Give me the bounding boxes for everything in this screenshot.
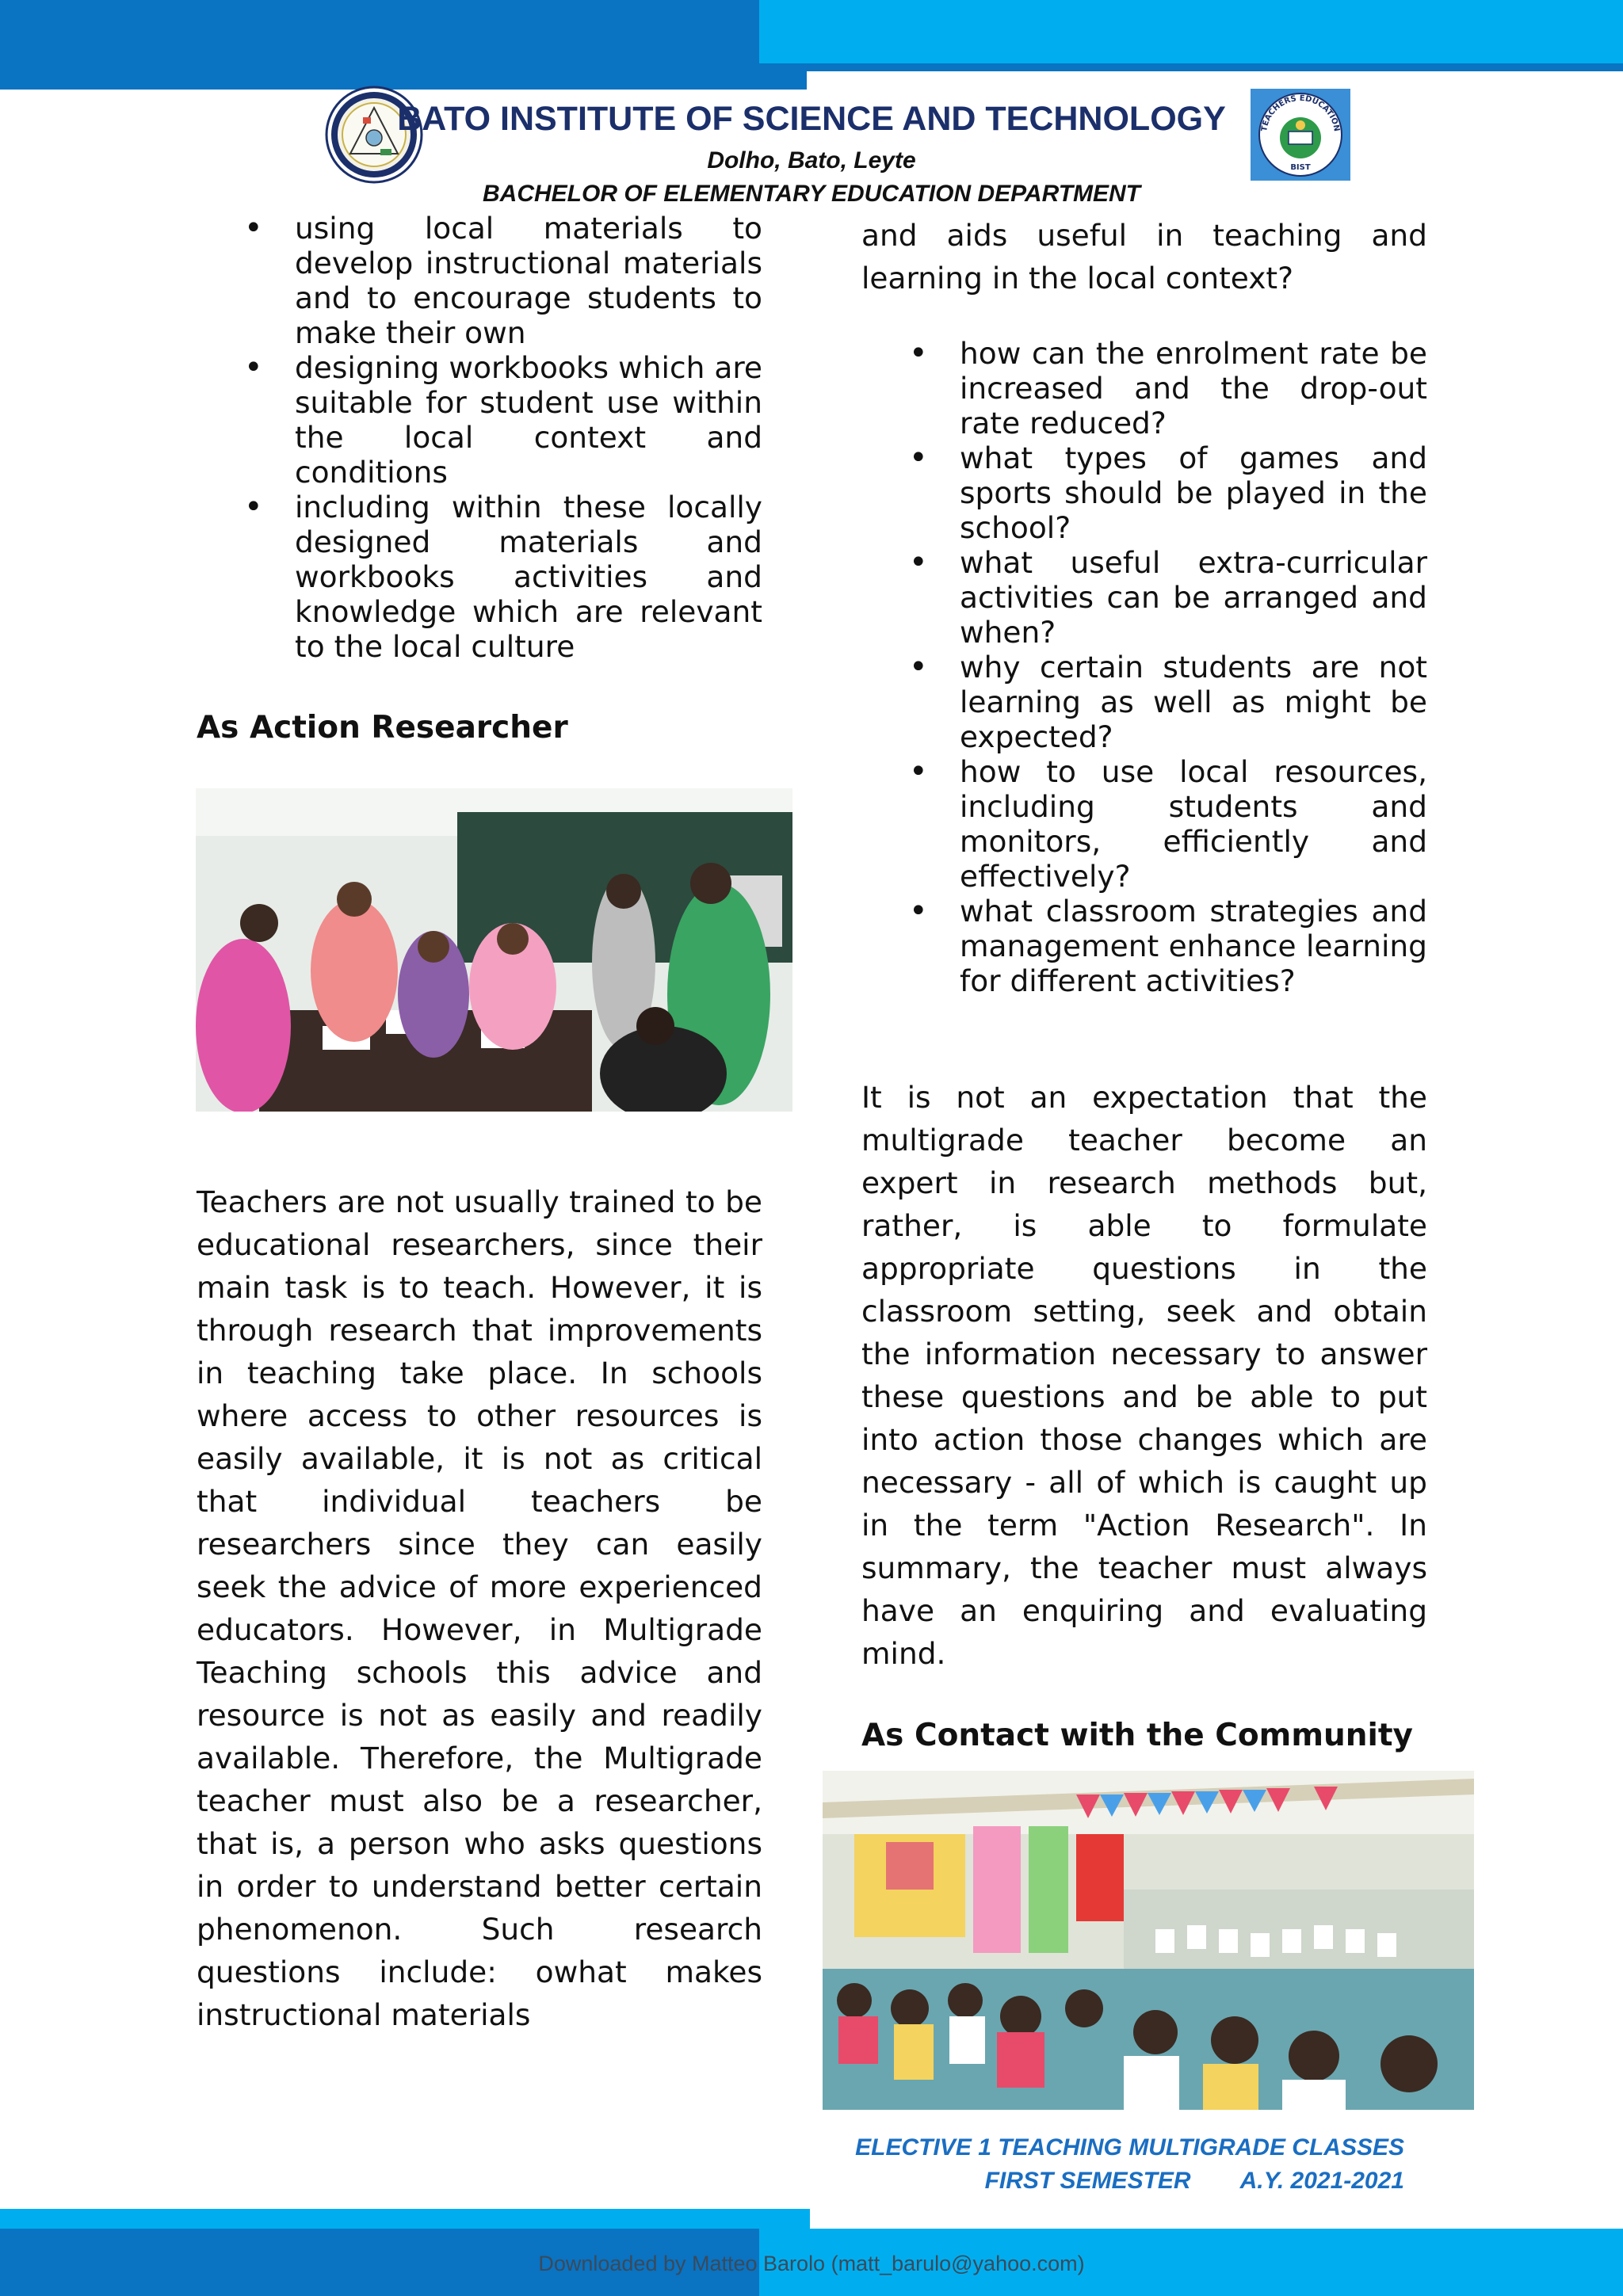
paragraph-text: It is not an expectation that the multigrade teacher become an expert in research methods but, rather, is able to formulate appropriate questions in the classroom setting, seek and obtain the information necessary to answer these questions and be able to put into action those changes which are necessary - all of which is caught up in the term "Action Research". In summary, the teacher must always have an enquiring and evaluating mind. — [861, 1080, 1427, 1671]
institution-name: BATO INSTITUTE OF SCIENCE AND TECHNOLOGY — [397, 100, 1226, 138]
footer-academic-year: A.Y. 2021-2021 — [1239, 2168, 1404, 2194]
list-item: • how to use local resources, including students and monitors, efficiently and effectively? — [861, 754, 1427, 894]
department-name: BACHELOR OF ELEMENTARY EDUCATION DEPARTMENT — [482, 181, 1141, 207]
header-band-line — [759, 63, 1623, 71]
download-note: Downloaded by Matteo Barolo (matt_barulo@yahoo.com) — [538, 2252, 1085, 2275]
list-item: • what useful extra-curricular activities can be arranged and when? — [861, 545, 1427, 650]
heading-action-researcher: As Action Researcher — [197, 710, 568, 746]
list-item: • using local materials to develop instructional materials and to encourage students to make their own — [197, 211, 762, 350]
list-item: • designing workbooks which are suitable for student use within the local context and conditions — [197, 350, 762, 490]
header-band-dark — [0, 0, 807, 90]
right-continuation — [861, 214, 1427, 299]
seal-top-text: TEACHERS EDUCATION — [1260, 93, 1341, 132]
action-research-paragraph — [861, 1076, 1427, 1675]
left-bullet-list — [197, 211, 762, 664]
research-questions-list — [861, 336, 1427, 998]
community-gathering-photo — [823, 1771, 1474, 2110]
list-item: • how can the enrolment rate be increased and the drop-out rate reduced? — [861, 336, 1427, 441]
list-item: • why certain students are not learning as well as might be expected? — [861, 650, 1427, 754]
paragraph-text: Teachers are not usually trained to be educational researchers, since their main task is to teach. However, it is through research that improvements in teaching take place. In schools where access to other resources is easily available, it is not as critical that individual teachers be researchers since they can easily seek the advice of more experienced educators. However, in Multigrade Teaching schools this advice and resource is not as easily and readily available. Therefore, the Multigrade teacher must also be a researcher, that is, a person who asks questions in order to understand better certain phenomenon. Such research questions include: owhat makes instructional materials — [197, 1184, 762, 2032]
footer-course-title: ELECTIVE 1 TEACHING MULTIGRADE CLASSES — [855, 2134, 1404, 2161]
seal-bottom-text: BIST — [1290, 163, 1311, 172]
continuation-text: and aids useful in teaching and learning in the local context? — [861, 218, 1427, 296]
heading-community: As Contact with the Community — [861, 1718, 1413, 1753]
list-item: • what types of games and sports should be played in the school? — [861, 441, 1427, 545]
institution-address: Dolho, Bato, Leyte — [707, 147, 916, 174]
list-item: • including within these locally designed materials and workbooks activities and knowledge which are relevant to the local culture — [197, 490, 762, 664]
footer-term — [985, 2168, 1404, 2195]
list-item: • what classroom strategies and management enhance learning for different activities? — [861, 894, 1427, 998]
classroom-photo — [196, 788, 792, 1112]
footer-band-light — [0, 2209, 810, 2229]
header-band-light — [759, 0, 1623, 63]
action-researcher-paragraph — [197, 1180, 762, 2036]
footer-semester: FIRST SEMESTER — [984, 2168, 1191, 2194]
